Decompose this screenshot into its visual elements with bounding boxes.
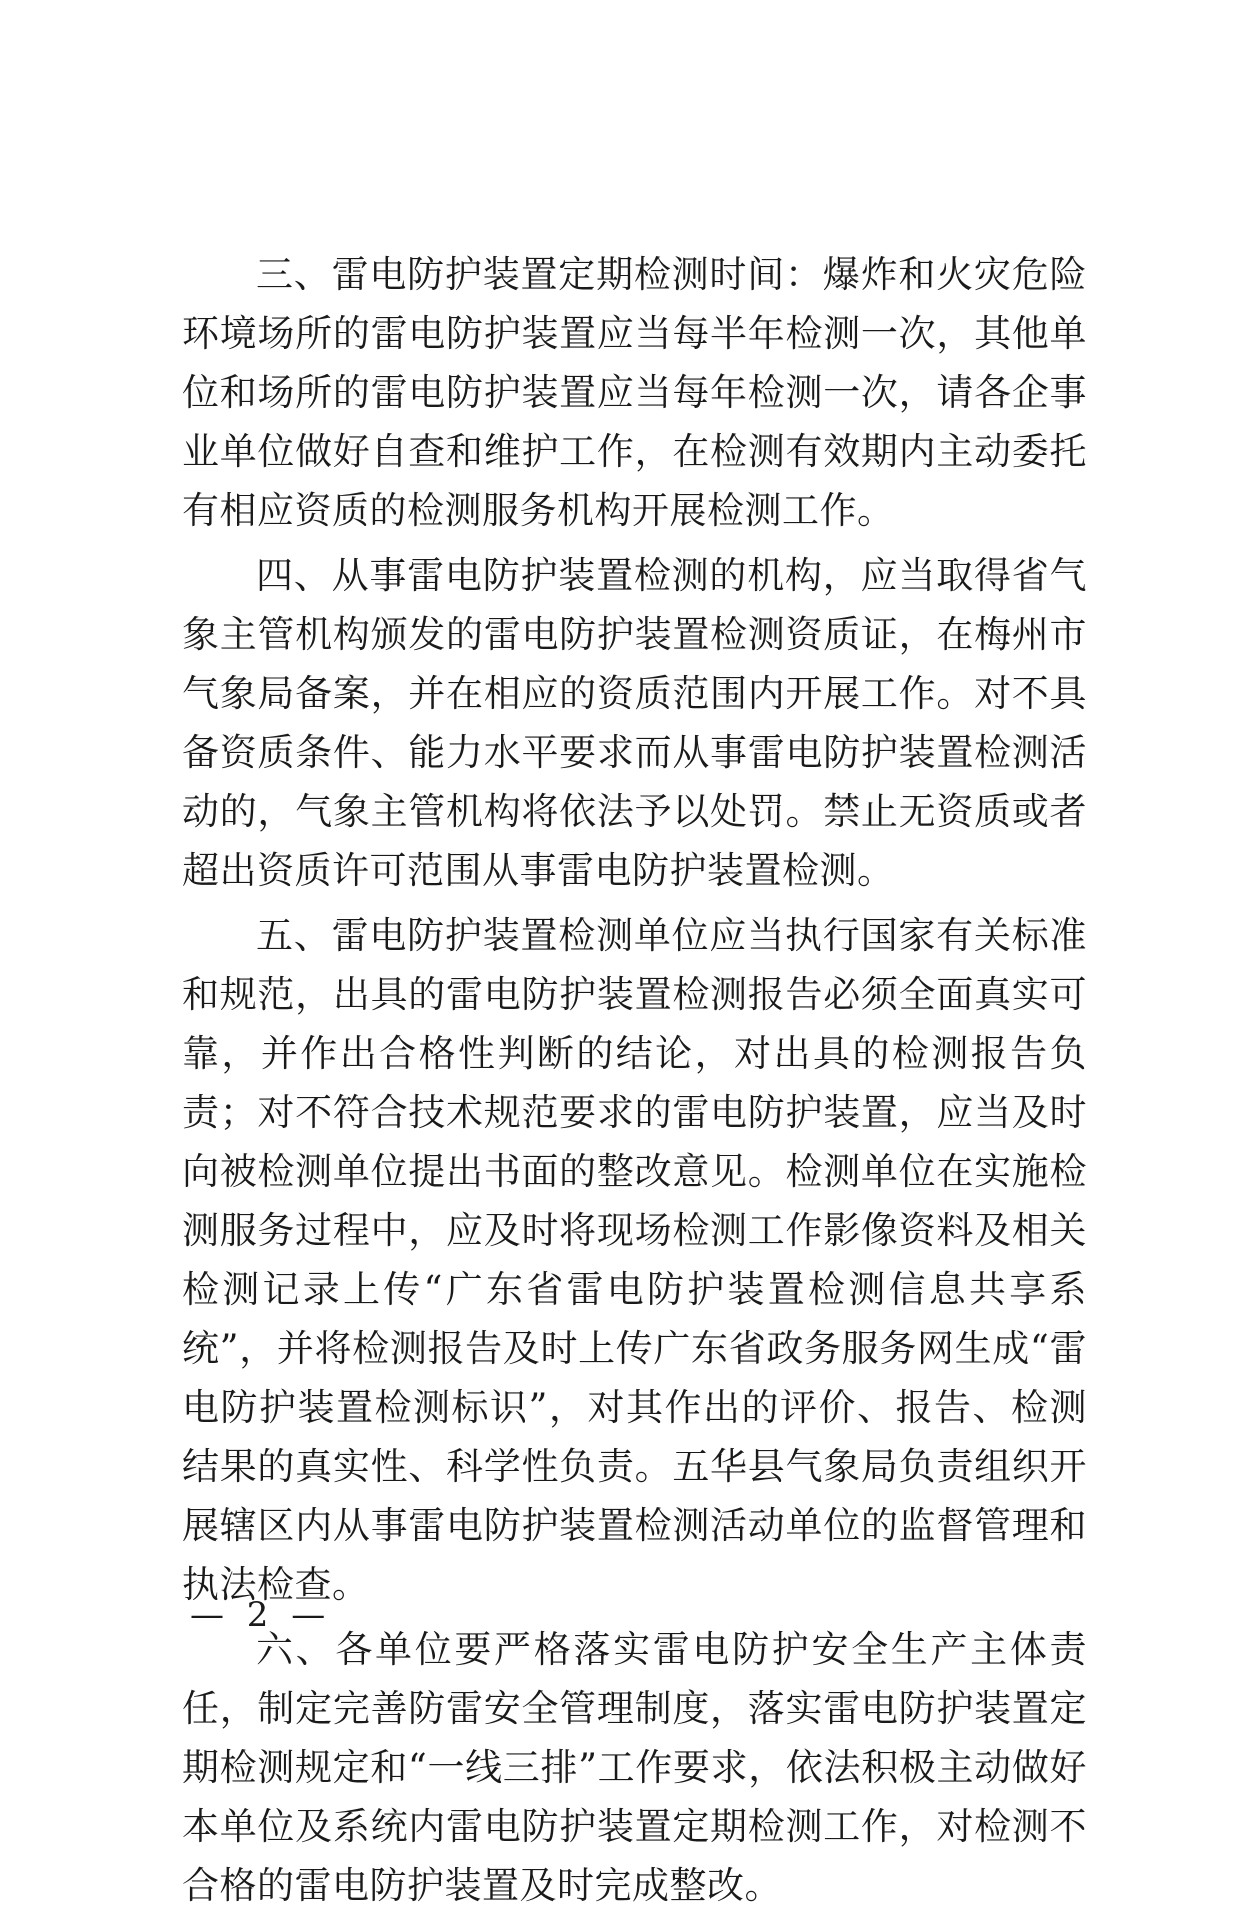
document-body bbox=[182, 245, 1087, 1921]
paragraph-section-3: 三、雷电防护装置定期检测时间：爆炸和火灾危险环境场所的雷电防护装置应当每半年检测一次，其他单位和场所的雷电防护装置应当每年检测一次，请各企事业单位做好自查和维护工作，在检测有效期内主动委托有相应资质的检测服务机构开展检测工作。 bbox=[182, 253, 1087, 532]
paragraph-section-4: 四、从事雷电防护装置检测的机构，应当取得省气象主管机构颁发的雷电防护装置检测资质证，在梅州市气象局备案，并在相应的资质范围内开展工作。对不具备资质条件、能力水平要求而从事雷电防护装置检测活动的，气象主管机构将依法予以处罚。禁止无资质或者超出资质许可范围从事雷电防护装置检测。 bbox=[182, 554, 1087, 892]
paragraph-section-5: 五、雷电防护装置检测单位应当执行国家有关标准和规范，出具的雷电防护装置检测报告必须全面真实可靠，并作出合格性判断的结论，对出具的检测报告负责；对不符合技术规范要求的雷电防护装置，应当及时向被检测单位提出书面的整改意见。检测单位在实施检测服务过程中，应及时将现场检测工作影像资料及相关检测记录上传“广东省雷电防护装置检测信息共享系统”，并将检测报告及时上传广东省政务服务网生成“雷电防护装置检测标识”，对其作出的评价、报告、检测结果的真实性、科学性负责。五华县气象局负责组织开展辖区内从事雷电防护装置检测活动单位的监督管理和执法检查。 bbox=[182, 914, 1087, 1606]
paragraph-section-6: 六、各单位要严格落实雷电防护安全生产主体责任，制定完善防雷安全管理制度，落实雷电防护装置定期检测规定和“一线三排”工作要求，依法积极主动做好本单位及系统内雷电防护装置定期检测工作，对检测不合格的雷电防护装置及时完成整改。 bbox=[182, 1628, 1087, 1907]
page-number: — 2 — bbox=[190, 1595, 332, 1635]
